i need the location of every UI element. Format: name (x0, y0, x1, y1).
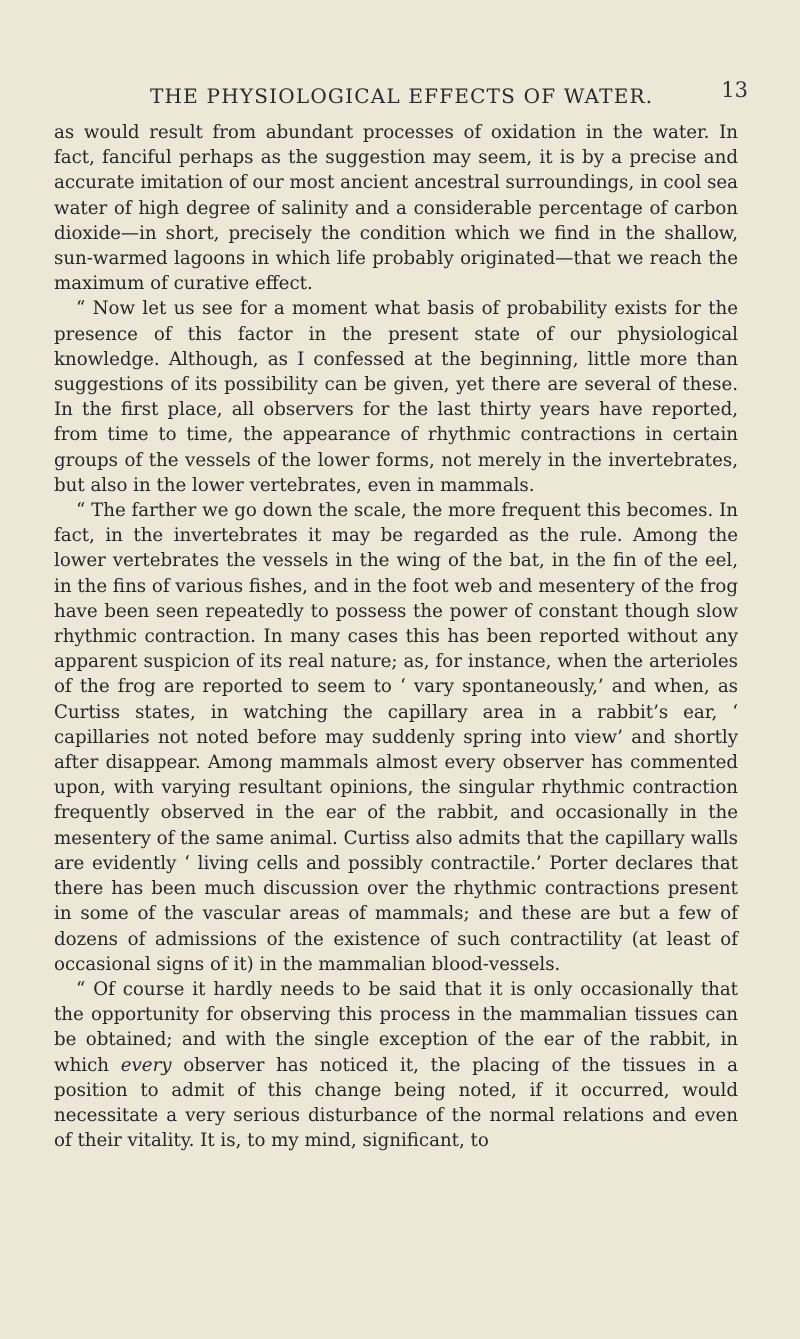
page-number: 13 (721, 78, 748, 102)
paragraph-4 (54, 977, 738, 1153)
paragraph-1: as would result from abundant processes of oxidation in the water. In fact, fanciful perhaps as the suggestion may seem, it is by a precise and accurate imitation of our most ancient ancestral surroundings, in cool sea water of high degree of salinity and a considerable percentage of carbon dioxide—in short, precisely the condition which we find in the shallow, sun-warmed lagoons in which life probably originated—that we reach the maximum of curative effect. (54, 122, 739, 295)
body-text (54, 120, 738, 1153)
paragraph-4-text-a: “ Of course it hardly needs to be said that it is only occasionally that the opportunity for observing this process in the mammalian tissues can be obtained; and with the single exception of the ear of the rabbit, in which (54, 978, 738, 1076)
running-title: THE PHYSIOLOGICAL EFFECTS OF WATER. (150, 84, 654, 108)
italic-word: every (120, 1054, 172, 1076)
paragraph-4-text-b: observer has noticed it, the placing of the tissues in a position to admit of this change being noted, if it occurred, would necessitate a very serious disturbance of the normal relations and even of their vitality. It is, to my mind, significant, to (54, 1054, 739, 1152)
paragraph-2: “ Now let us see for a moment what basis of probability exists for the presence of this factor in the present state of our physiological knowledge. Although, as I confessed at the beginning, little more than suggestions of its possibility can be given, yet there are several of these. In the first place, all observers for the last thirty years have reported, from time to time, the appearance of rhythmic contractions in certain groups of the vessels of the lower forms, not merely in the invertebrates, but also in the lower vertebrates, even in mammals. (54, 298, 738, 496)
paragraph-3: “ The farther we go down the scale, the more frequent this becomes. In fact, in the invertebrates it may be regarded as the rule. Among the lower vertebrates the vessels in the wing of the bat, in the fin of the eel, in the fins of various fishes, and in the foot web and mesentery of the frog have been seen repeatedly to possess the power of constant though slow rhythmic contraction. In many cases this has been reported without any apparent suspicion of its real nature; as, for instance, when the arterioles of the frog are reported to seem to ‘ vary spontaneously,’ and when, as Curtiss states, in watching the capillary area in a rabbit’s ear, ‘ capillaries not noted before may suddenly spring into view’ and shortly after disappear. Among mammals almost every observer has commented upon, with varying resultant opinions, the singular rhythmic contraction frequently observed in the ear of the rabbit, and occasionally in the mesentery of the same animal. Curtiss also admits that the capillary walls are evidently ‘ living cells and possibly contractile.’ Porter declares that there has been much discussion over the rhythmic contractions present in some of the vascular areas of mammals; and these are but a few of dozens of admissions of the existence of such contractility (at least of occasional signs of it) in the mammalian blood-vessels. (54, 500, 738, 975)
running-head (60, 78, 760, 114)
